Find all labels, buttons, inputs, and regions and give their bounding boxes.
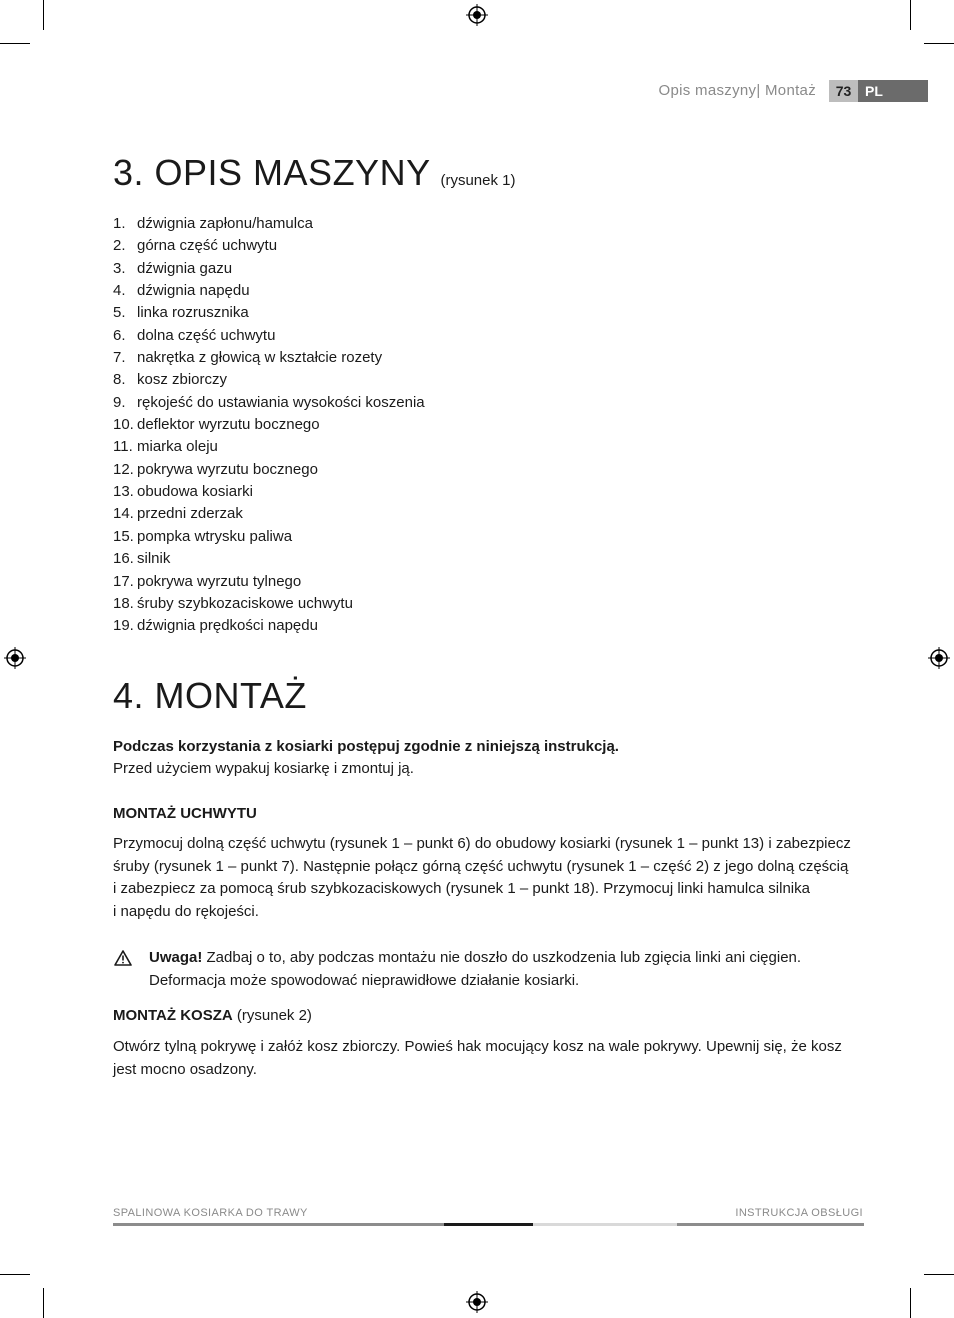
list-item-number: 9. [113, 393, 126, 411]
footer-product-name: SPALINOWA KOSIARKA DO TRAWY [113, 1207, 308, 1219]
warning-line-2: Deformacja może spowodować nieprawidłowe działanie kosiarki. [149, 971, 580, 989]
basket-assembly-title [113, 1005, 868, 1028]
list-item-number: 10. [113, 416, 134, 434]
crop-mark [43, 1288, 44, 1318]
warning-line-1 [149, 947, 864, 970]
handle-assembly-text [113, 833, 868, 923]
list-item [113, 325, 425, 347]
list-item-number: 1. [113, 215, 126, 232]
list-item-number: 3. [113, 259, 126, 277]
basket-title-text: MONTAŻ KOSZA [113, 1007, 233, 1024]
footer-rule-mid [677, 1223, 864, 1226]
list-item-number: 17. [113, 572, 134, 590]
registration-mark-icon [928, 647, 950, 669]
basket-assembly-text [113, 1036, 868, 1081]
list-item [113, 392, 425, 414]
list-item-label: rękojeść do ustawiania wysokości koszenia [137, 393, 425, 411]
list-item-label: obudowa kosiarki [137, 483, 253, 501]
heading-text: 3. OPIS MASZYNY [113, 152, 430, 193]
crop-mark [924, 1274, 954, 1275]
text-line: Przymocuj dolną część uchwytu (rysunek 1 – punkt 6) do obudowy kosiarki (rysunek 1 – punkt 13) i zabezpiecz [113, 835, 851, 852]
parts-list [113, 213, 425, 638]
list-item-number: 4. [113, 282, 126, 300]
warning-note [149, 947, 864, 992]
handle-assembly-title: MONTAŻ UCHWYTU [113, 805, 257, 822]
list-item-label: pompka wtrysku paliwa [137, 527, 293, 545]
list-item-label: dźwignia gazu [137, 259, 233, 277]
text-line: i zabezpiecz za pomocą śrub szybkozaciskowych (rysunek 1 – punkt 18). Przymocuj linki hamulca silnika [113, 880, 810, 897]
list-item [113, 481, 425, 503]
list-item [113, 235, 425, 257]
list-item [113, 213, 425, 235]
list-item [113, 347, 425, 369]
list-item [113, 369, 425, 391]
list-item-label: dźwignia napędu [137, 282, 250, 300]
section-heading-machine-description [113, 152, 515, 194]
footer-rule-dark [444, 1223, 533, 1226]
list-item [113, 436, 425, 458]
list-item-label: przedni zderzak [137, 505, 243, 523]
language-badge: PL [858, 80, 928, 102]
list-item [113, 615, 425, 637]
footer-rule-mid [113, 1223, 444, 1226]
list-item-label: pokrywa wyrzutu bocznego [137, 460, 318, 478]
list-item-number: 6. [113, 326, 126, 344]
text-line: i napędu do rękojeści. [113, 902, 259, 920]
list-item-number: 18. [113, 594, 134, 612]
list-item-number: 19. [113, 617, 134, 635]
list-item-label: nakrętka z głowicą w kształcie rozety [137, 349, 383, 367]
list-item-number: 12. [113, 460, 134, 478]
list-item-number: 5. [113, 304, 126, 322]
text-line: jest mocno osadzony. [113, 1060, 257, 1078]
list-item-label: dolna część uchwytu [137, 326, 276, 344]
list-item [113, 593, 425, 615]
warning-text: Zadbaj o to, aby podczas montażu nie doszło do uszkodzenia lub zgięcia linki ani cięgien. [206, 949, 802, 966]
list-item-label: dźwignia prędkości napędu [137, 617, 318, 635]
registration-mark-icon [466, 4, 488, 26]
list-item [113, 503, 425, 525]
list-item [113, 571, 425, 593]
list-item-label: górna część uchwytu [137, 237, 278, 255]
text-line: Otwórz tylną pokrywę i załóż kosz zbiorczy. Powieś hak mocujący kosz na wale pokrywy. Upewnij się, że kosz [113, 1038, 842, 1055]
footer-rule-light [533, 1223, 677, 1226]
registration-mark-icon [4, 647, 26, 669]
list-item-number: 13. [113, 483, 134, 501]
list-item-label: miarka oleju [137, 438, 218, 456]
list-item [113, 526, 425, 548]
list-item-label: silnik [137, 550, 171, 568]
section-heading-assembly: 4. MONTAŻ [113, 675, 307, 716]
list-item-number: 11. [113, 438, 133, 456]
list-item [113, 302, 425, 324]
list-item-label: dźwignia zapłonu/hamulca [137, 215, 313, 232]
list-item [113, 280, 425, 302]
footer-document-type: INSTRUKCJA OBSŁUGI [735, 1207, 863, 1219]
list-item-label: śruby szybkozaciskowe uchwytu [137, 594, 353, 612]
list-item [113, 414, 425, 436]
crop-mark [43, 0, 44, 30]
text-line: śruby (rysunek 1 – punkt 7). Następnie połącz górną część uchwytu (rysunek 1 – część 2) z jego dolną częścią [113, 857, 849, 875]
list-item-number: 16. [113, 550, 134, 568]
warning-triangle-icon [114, 950, 132, 966]
basket-figure-reference: (rysunek 2) [236, 1007, 312, 1024]
list-item-number: 14. [113, 505, 134, 523]
assembly-intro: Przed użyciem wypakuj kosiarkę i zmontuj ją. [113, 760, 414, 777]
list-item [113, 258, 425, 280]
list-item-number: 2. [113, 237, 126, 255]
crop-mark [910, 0, 911, 30]
running-header-title: Opis maszyny| Montaż [658, 82, 816, 99]
crop-mark [0, 1274, 30, 1275]
list-item-number: 7. [113, 349, 126, 367]
assembly-intro-bold: Podczas korzystania z kosiarki postępuj zgodnie z niniejszą instrukcją. [113, 738, 619, 755]
crop-mark [924, 43, 954, 44]
list-item-label: pokrywa wyrzutu tylnego [137, 572, 302, 590]
list-item-label: kosz zbiorczy [137, 371, 228, 389]
heading-figure-reference: (rysunek 1) [440, 172, 516, 189]
list-item-number: 8. [113, 371, 126, 389]
list-item [113, 548, 425, 570]
list-item [113, 459, 425, 481]
list-item-number: 15. [113, 527, 134, 545]
list-item-label: deflektor wyrzutu bocznego [137, 416, 320, 434]
crop-mark [0, 43, 30, 44]
registration-mark-icon [466, 1291, 488, 1313]
crop-mark [910, 1288, 911, 1318]
page-number: 73 [829, 80, 858, 102]
warning-label: Uwaga! [149, 949, 203, 966]
list-item-label: linka rozrusznika [137, 304, 249, 322]
